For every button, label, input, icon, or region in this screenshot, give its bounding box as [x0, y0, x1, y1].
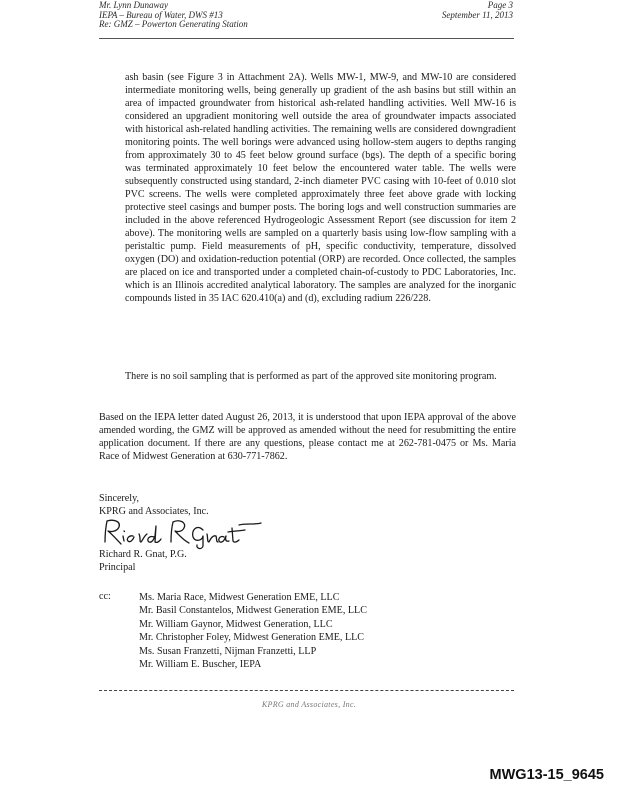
signer-name: Richard R. Gnat, P.G.	[99, 549, 187, 560]
header-agency: IEPA – Bureau of Water, DWS #13	[99, 9, 223, 20]
header-addressee: Mr. Lynn Dunaway	[99, 0, 168, 10]
body-paragraph-approval: Based on the IEPA letter dated August 26, 2013, it is understood that upon IEPA approval of the above amended wording, the GMZ will be approved as amended without the need for resubmitting the entire application document. If there are any questions, please contact me at 262-781-0475 or Ms. Maria Race of Midwest Generation at 630-771-7862.	[99, 412, 516, 462]
closing-firm-name: KPRG and Associates, Inc.	[99, 506, 209, 517]
header-subject: Re: GMZ – Powerton Generating Station	[99, 19, 248, 30]
closing-salutation: Sincerely,	[99, 493, 139, 504]
footer-firm: KPRG and Associates, Inc.	[261, 700, 357, 709]
header-date: September 11, 2013	[441, 9, 513, 20]
letter-header-left	[99, 1, 248, 30]
letter-header-right	[442, 1, 513, 20]
cc-label: cc:	[99, 591, 111, 602]
cc-recipient: Ms. Maria Race, Midwest Generation EME, LLC	[139, 592, 340, 603]
body-paragraph-soil-sampling: There is no soil sampling that is performed as part of the approved site monitoring program.	[125, 371, 497, 382]
cc-recipient: Ms. Susan Franzetti, Nijman Franzetti, LLP	[139, 645, 317, 657]
footer-divider	[99, 690, 514, 691]
header-page-number: Page 3	[487, 0, 513, 10]
signer-title: Principal	[99, 562, 136, 573]
bates-number: MWG13-15_9645	[489, 767, 604, 783]
header-divider	[99, 38, 514, 39]
cc-recipient: Mr. William E. Buscher, IEPA	[139, 659, 262, 671]
body-paragraph-monitoring-wells: ash basin (see Figure 3 in Attachment 2A). Wells MW-1, MW-9, and MW-10 are considered intermediate monitoring wells, being generally up gradient of the ash basins but still within an area of impacted groundwater from historical ash-related handling activities. Well MW-16 is considered an upgradient monitoring well outside the area of groundwater impacts associated with historical ash-related handling activities. The remaining wells are considered downgradient monitoring points. The well borings were advanced using hollow-stem augers to depths ranging from approximately 30 to 45 feet below ground surface (bgs). The depth of a specific boring was terminated approximately 10 feet below the encountered water table. The wells were subsequently constructed using standard, 2-inch diameter PVC casing with 10-feet of 0.010 slot PVC screens. The wells were completed approximately three feet above grade with locking protective steel casings and bumper posts. The boring logs and well construction summaries are included in the above referenced Hydrogeologic Assessment Report (see discussion for item 2 above). The monitoring wells are sampled on a quarterly basis using low-flow sampling with a peristaltic pump. Field measurements of pH, specific conductivity, temperature, dissolved oxygen (DO) and oxidation-reduction potential (ORP) are recorded. Once collected, the samples are placed on ice and transported under a completed chain-of-custody to PDC Laboratories, Inc. which is an Illinois accredited analytical laboratory. The samples are analyzed for the inorganic compounds listed in 35 IAC 620.410(a) and (d), excluding radium 226/228.	[125, 72, 516, 304]
cc-recipient: Mr. William Gaynor, Midwest Generation, LLC	[139, 618, 333, 630]
cc-recipient: Mr. Christopher Foley, Midwest Generation EME, LLC	[139, 632, 365, 644]
cc-recipient-list	[139, 591, 367, 671]
cc-recipient: Mr. Basil Constantelos, Midwest Generation EME, LLC	[139, 605, 367, 617]
signature-graphic	[99, 516, 269, 550]
